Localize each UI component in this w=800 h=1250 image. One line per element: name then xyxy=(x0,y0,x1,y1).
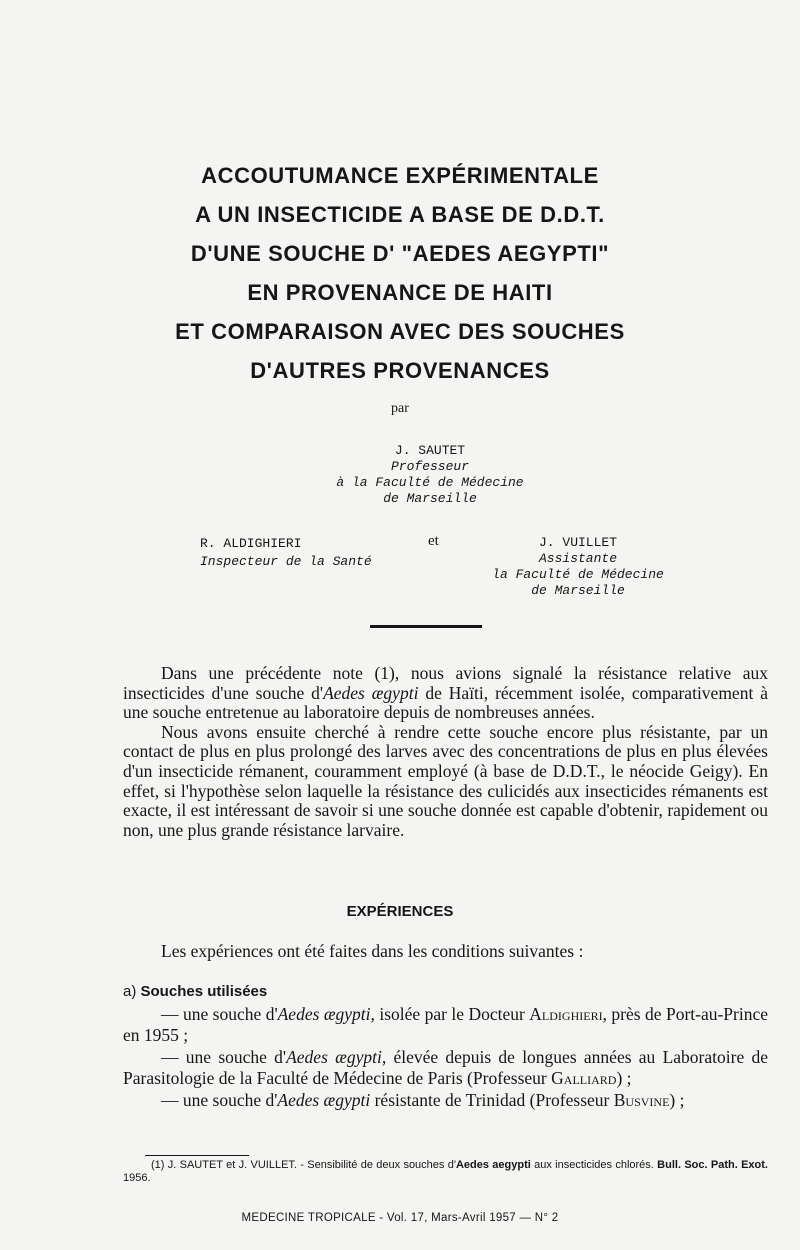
text-run: (1) J. SAUTET et J. VUILLET. - Sensibilité de deux souches d' xyxy=(151,1159,456,1171)
species-name: Aedes ægypti xyxy=(323,682,419,703)
subsection-letter: a) xyxy=(123,983,137,1000)
person-name: Busvine xyxy=(613,1089,670,1110)
person-name: Galliard xyxy=(551,1068,617,1089)
author-affiliation: Professeur xyxy=(390,459,469,474)
author-name: J. SAUTET xyxy=(394,443,466,458)
text-run: 1956. xyxy=(123,1172,151,1184)
text-run: près de Port-au-Prince en 1955 ; xyxy=(123,1004,769,1046)
text-run: résistante de Trinidad (Professeur xyxy=(370,1089,614,1110)
author-name: R. ALDIGHIERI xyxy=(200,536,302,551)
intro-text xyxy=(123,664,768,840)
text-run: — une souche d' xyxy=(161,1046,287,1067)
conditions-text: Les expériences ont été faites dans les conditions suivantes : xyxy=(161,941,584,961)
text-run: de Haïti, récemment isolée, comparativement à une souche entretenue au laboratoire depuis de nombreuses années. xyxy=(123,682,768,723)
paragraph: Nous avons ensuite cherché à rendre cette souche encore plus résistante, par un contact de plus en plus prolongé des larves avec des concentrations de plus en plus élevées d'un insecticide rémanent, couramment employé (à base de D.D.T., le néocide Geigy). En effet, si l'hypothèse selon laquelle la résistance des culicidés aux insecticides rémanents est exacte, il est intéressant de savoir si une souche donnée est capable d'obtenir, rapidement ou non, une plus grande résistance larvaire. xyxy=(123,721,768,840)
author-name: J. VUILLET xyxy=(538,535,617,550)
text-run: aux insecticides chlorés. xyxy=(530,1159,658,1171)
section-heading: EXPÉRIENCES xyxy=(346,903,454,920)
journal-name: Bull. Soc. Path. Exot. xyxy=(657,1159,768,1171)
species-name: Aedes aegypti xyxy=(455,1159,531,1171)
author-affiliation: à la Faculté de Médecine xyxy=(336,475,524,490)
title-line: D'AUTRES PROVENANCES xyxy=(250,358,550,383)
author-affiliation: de Marseille xyxy=(531,583,625,598)
journal-footer: MEDECINE TROPICALE - Vol. 17, Mars-Avril 1957 — N° 2 xyxy=(241,1212,559,1224)
paragraph xyxy=(123,664,768,723)
species-name: Aedes ægypti, xyxy=(286,1046,387,1067)
author-vuillet xyxy=(488,535,668,599)
list-item xyxy=(123,1004,768,1047)
list-item xyxy=(123,1090,768,1111)
footnote-text xyxy=(123,1159,768,1185)
text-run: élevée depuis de longues années au Laboratoire de Parasitologie de la Faculté de Médecine de Paris (Professeur xyxy=(123,1046,768,1089)
text-run: — une souche d' xyxy=(161,1004,278,1024)
person-name: Aldighieri, xyxy=(529,1004,607,1024)
footnote-rule xyxy=(145,1155,249,1156)
title-line: ET COMPARAISON AVEC DES SOUCHES xyxy=(175,319,625,344)
species-name: Aedes ægypti xyxy=(277,1089,371,1110)
subsection-heading xyxy=(123,983,267,1000)
author-affiliation: la Faculté de Médecine xyxy=(492,567,664,582)
author-conjunction: et xyxy=(428,533,439,549)
article-title xyxy=(0,156,800,390)
list-item xyxy=(123,1047,768,1090)
strains-list xyxy=(123,1004,768,1111)
author-sautet xyxy=(330,443,530,507)
species-name: Aedes ægypti, xyxy=(277,1004,375,1024)
footnote xyxy=(123,1159,768,1185)
separator-rule xyxy=(370,625,482,628)
author-aldighieri xyxy=(200,535,372,571)
subsection-title: Souches utilisées xyxy=(140,983,268,1000)
title-line: A UN INSECTICIDE A BASE DE D.D.T. xyxy=(195,202,605,227)
text-run: ) ; xyxy=(669,1089,685,1110)
byline-par: par xyxy=(391,401,409,416)
author-affiliation: Assistante xyxy=(538,551,617,566)
text-run: isolée par le Docteur xyxy=(374,1004,530,1024)
text-run: ) ; xyxy=(616,1068,632,1089)
title-line: D'UNE SOUCHE D' "AEDES AEGYPTI" xyxy=(190,241,610,266)
title-line: EN PROVENANCE DE HAITI xyxy=(247,280,553,305)
text-run: Dans une précédente note (1), nous avions signalé la résistance relative aux insecticides d'une souche d' xyxy=(123,663,768,703)
text-run: — une souche d' xyxy=(161,1089,278,1110)
title-line: ACCOUTUMANCE EXPÉRIMENTALE xyxy=(201,163,599,188)
author-affiliation: de Marseille xyxy=(383,491,477,506)
author-affiliation: Inspecteur de la Santé xyxy=(200,554,372,569)
